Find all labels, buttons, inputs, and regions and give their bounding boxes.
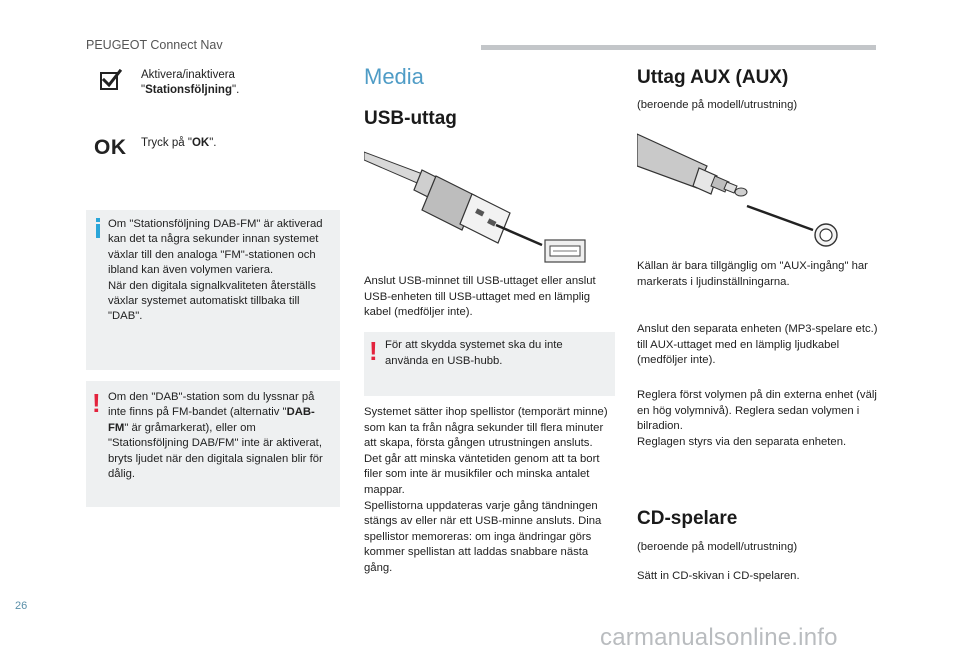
usb-heading: USB-uttag: [364, 108, 457, 129]
cd-model-note: (beroende på modell/utrustning): [637, 541, 798, 553]
cd-insert-text: Sätt in CD-skivan i CD-spelaren.: [637, 570, 800, 582]
playlist-text: Systemet sätter ihop spellistor (temporärt minne) som kan ta från några sekunder till flera minuter att skapa, första gången utrustningen ansluts. Det går att minska väntetiden genom att ta bort filer som inte är musikfiler och minska antalet mappar. Spellistorna uppdateras varje gång tändningen stängs av eller när ett USB-minne ansluts. Dina spellistor memoreras: om inga ändringar görs kommer spellistan att laddas snabbare nästa gång.: [364, 406, 608, 574]
ok-icon: OK: [94, 136, 127, 159]
step-toggle-station-follow: Aktivera/inaktivera "Stationsföljning".: [141, 69, 240, 96]
watermark-text: carmanualsonline.info: [600, 624, 838, 651]
aux-volume-text: Reglera först volymen på din externa enhet (välj en hög volymnivå). Reglera sedan volymen i bilradion. Reglagen styrs via den separata enheten.: [637, 389, 877, 448]
aux-connect-text: Anslut den separata enheten (MP3-spelare etc.) till AUX-uttaget med en lämplig ljudkabel (medföljer inte).: [637, 323, 878, 367]
info-icon: [94, 218, 102, 238]
usb-connect-text: Anslut USB-minnet till USB-uttaget eller anslut USB-enheten till USB-uttaget med en lämplig kabel (medföljer inte).: [364, 275, 596, 319]
warning-exclamation-icon: !: [92, 388, 101, 418]
media-title: Media: [364, 64, 424, 89]
page-number: 26: [15, 600, 28, 612]
warning-note-text: Om den "DAB"-station som du lyssnar på inte finns på FM-bandet (alternativ "DAB-FM" är gråmarkerat), eller om "Stationsföljning DAB/FM" inte är aktiverat, bryts ljudet när den digitala signalen blir för dålig.: [108, 391, 323, 481]
usb-warning-text: För att skydda systemet ska du inte använda en USB-hubb.: [385, 339, 563, 367]
usb-plug-illustration: [364, 140, 594, 265]
page-header-title: PEUGEOT Connect Nav: [86, 38, 223, 52]
aux-availability-text: Källan är bara tillgänglig om "AUX-ingång" har markerats i ljudinställningarna.: [637, 260, 868, 288]
aux-heading: Uttag AUX (AUX): [637, 67, 789, 88]
step-press-ok: Tryck på "OK".: [141, 137, 217, 149]
info-note-text: Om "Stationsföljning DAB-FM" är aktiverad kan det ta några sekunder innan systemet växlar till den analoga "FM"-stationen och ibland kan även volymen variera. När den digitala signalkvaliteten återställs växlar systemet automatiskt tillbaka till "DAB".: [108, 218, 323, 323]
aux-model-note: (beroende på modell/utrustning): [637, 99, 798, 111]
cd-heading: CD-spelare: [637, 508, 738, 529]
header-bar: [481, 45, 876, 50]
aux-jack-illustration: [637, 128, 847, 253]
warning-exclamation-icon: !: [369, 336, 378, 366]
checkbox-check-icon: [99, 68, 123, 92]
